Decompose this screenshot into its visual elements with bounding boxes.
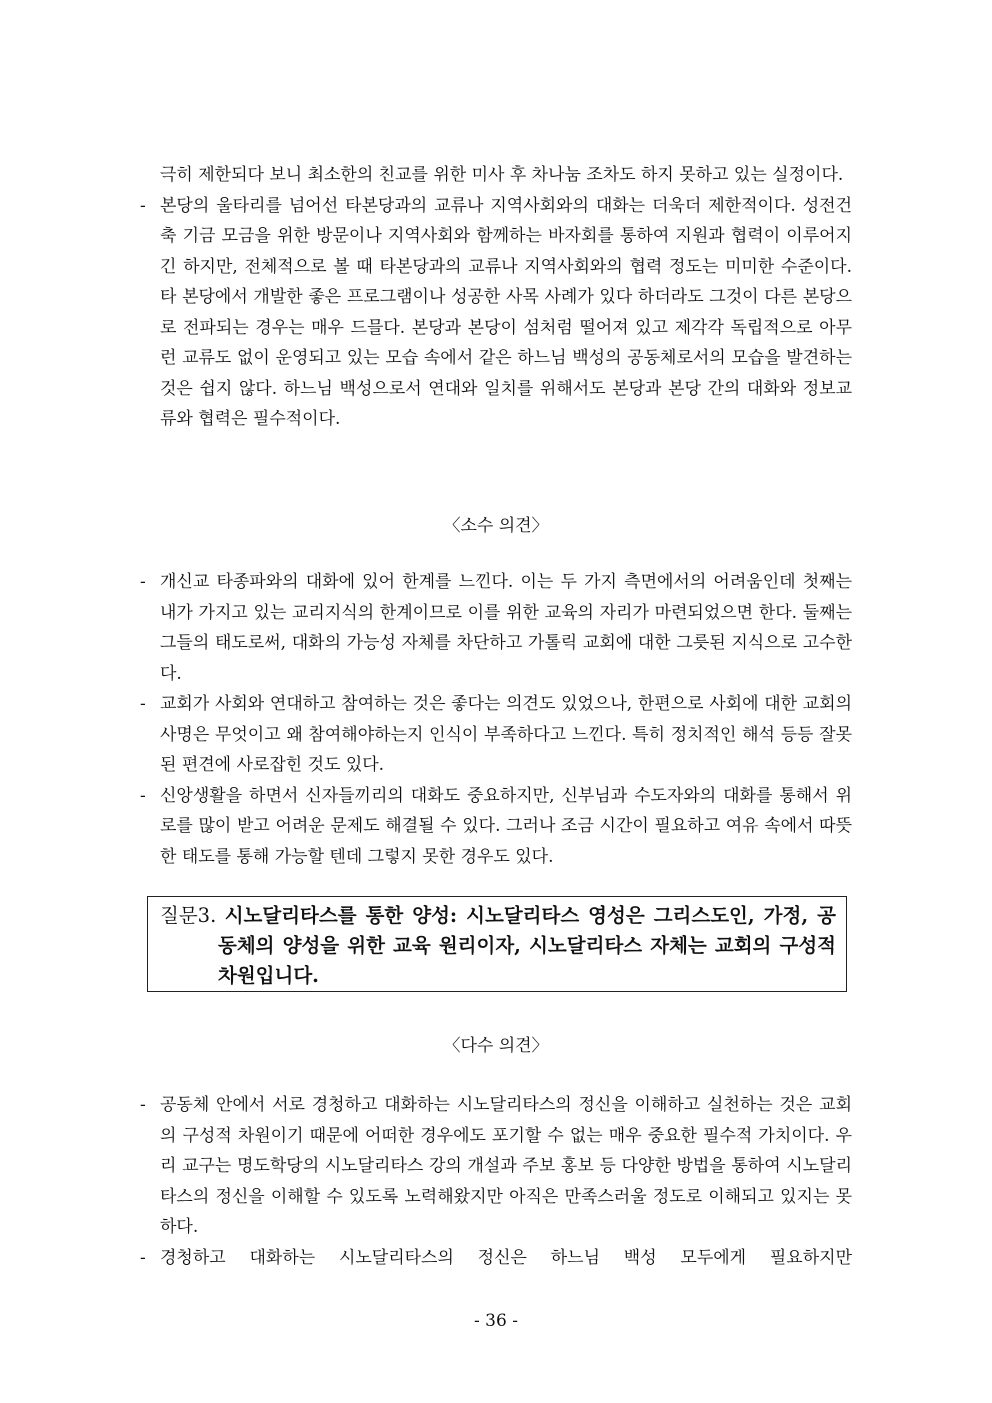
bullet-item (140, 1090, 852, 1243)
minority-heading: 〈소수 의견〉 (443, 516, 549, 536)
bullet-dash: - (140, 1095, 146, 1115)
page-number: - 36 - (474, 1311, 518, 1331)
majority-heading: 〈다수 의견〉 (443, 1036, 549, 1056)
bullet-item (140, 191, 852, 435)
bullet-text: 교회가 사회와 연대하고 참여하는 것은 좋다는 의견도 있었으나, 한편으로 사회에 대한 교회의 사명은 무엇이고 왜 참여해야하는지 인식이 부족하다고 느낀다. 특히 정치적인 해석 등등 잘못된 편견에 사로잡힌 것도 있다. (160, 694, 852, 775)
bullet-item (140, 1243, 852, 1274)
bullet-text: 신앙생활을 하면서 신자들끼리의 대화도 중요하지만, 신부님과 수도자와의 대화를 통해서 위로를 많이 받고 어려운 문제도 해결될 수 있다. 그러나 조금 시간이 필요하고 여유 속에서 따뜻한 태도를 통해 가능할 텐데 그렇지 못한 경우도 있다. (160, 785, 852, 867)
question-text (160, 901, 836, 991)
bullet-text: 경청하고 대화하는 시노달리타스의 정신은 하느님 백성 모두에게 필요하지만 (160, 1247, 852, 1268)
question-number: 질문3. (160, 904, 217, 927)
top-text-block (140, 160, 852, 435)
bullet-dash: - (140, 572, 146, 592)
bullet-text: 개신교 타종파와의 대화에 있어 한계를 느낀다. 이는 두 가지 측면에서의 어려움인데 첫째는 내가 가지고 있는 교리지식의 한계이므로 이를 위한 교육의 자리가 마련되었으면 한다. 둘째는 그들의 태도로써, 대화의 가능성 자체를 차단하고 가톨릭 교회에 대한 그릇된 지식으로 고수한다. (160, 572, 852, 684)
bullet-dash: - (140, 785, 146, 806)
bullet-item (140, 781, 852, 873)
majority-text-block (140, 1090, 852, 1273)
minority-text-block (140, 567, 852, 872)
question-box (147, 896, 847, 992)
bullet-item (140, 567, 852, 689)
bullet-dash: - (140, 694, 146, 714)
bullet-text: 본당의 울타리를 넘어선 타본당과의 교류나 지역사회와의 대화는 더욱더 제한적이다. 성전건축 기금 모금을 위한 방문이나 지역사회와 함께하는 바자회를 통하여 지원과 협력이 이루어지긴 하지만, 전체적으로 볼 때 타본당과의 교류나 지역사회와의 협력 정도는 미미한 수준이다. 타 본당에서 개발한 좋은 프로그램이나 성공한 사목 사례가 있다 하더라도 그것이 다른 본당으로 전파되는 경우는 매우 드믈다. 본당과 본당이 섬처럼 떨어져 있고 제각각 독립적으로 아무런 교류도 없이 운영되고 있는 모습 속에서 같은 하느님 백성의 공동체로서의 모습을 발견하는 것은 쉽지 않다. 하느님 백성으로서 연대와 일치를 위해서도 본당과 본당 간의 대화와 정보교류와 협력은 필수적이다. (160, 195, 852, 429)
bullet-dash: - (140, 1247, 146, 1268)
bullet-item (140, 689, 852, 781)
question-body: 시노달리타스를 통한 양성: 시노달리타스 영성은 그리스도인, 가정, 공동체의 양성을 위한 교육 원리이자, 시노달리타스 자체는 교회의 구성적 차원입니다. (218, 904, 836, 987)
bullet-dash: - (140, 195, 146, 216)
bullet-text: 공동체 안에서 서로 경청하고 대화하는 시노달리타스의 정신을 이해하고 실천하는 것은 교회의 구성적 차원이기 때문에 어떠한 경우에도 포기할 수 없는 매우 중요한 필수적 가치이다. 우리 교구는 명도학당의 시노달리타스 강의 개설과 주보 홍보 등 다양한 방법을 통하여 시노달리타스의 정신을 이해할 수 있도록 노력해왔지만 아직은 만족스러울 정도로 이해되고 있지는 못하다. (160, 1095, 852, 1237)
continuation-paragraph: 극히 제한되다 보니 최소한의 친교를 위한 미사 후 차나눔 조차도 하지 못하고 있는 실정이다. (160, 165, 844, 185)
